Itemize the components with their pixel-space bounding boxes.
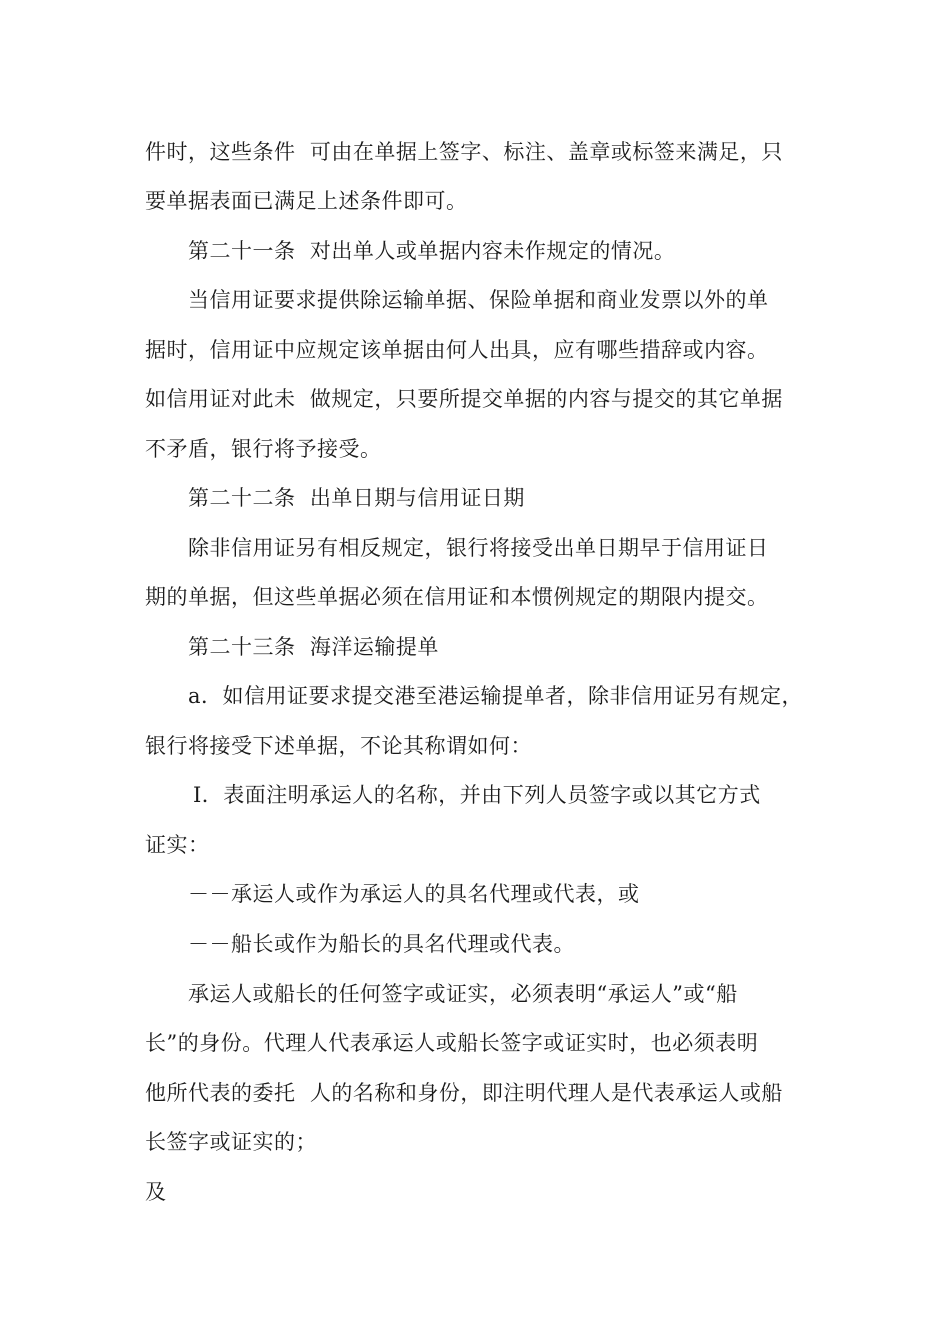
text-line: －－船长或作为船长的具名代理或代表。: [188, 932, 575, 956]
text-line: 据时，信用证中应规定该单据由何人出具，应有哪些措辞或内容。: [145, 338, 769, 362]
text-line: 当信用证要求提供除运输单据、保险单据和商业发票以外的单: [188, 288, 769, 312]
text-line: －－承运人或作为承运人的具名代理或代表，或: [188, 882, 640, 906]
article-heading: 第二十二条 出单日期与信用证日期: [188, 486, 525, 510]
text-line: 长签字或证实的；: [145, 1130, 317, 1154]
text-line: 期的单据，但这些单据必须在信用证和本惯例规定的期限内提交。: [145, 585, 769, 609]
text-line: 除非信用证另有相反规定，银行将接受出单日期早于信用证日: [188, 536, 769, 560]
article-heading: 第二十一条 对出单人或单据内容未作规定的情况。: [188, 239, 676, 263]
text-line: 件时，这些条件 可由在单据上签字、标注、盖章或标签来满足，只: [145, 140, 783, 164]
text-line: 银行将接受下述单据，不论其称谓如何：: [145, 734, 532, 758]
text-line: 承运人或船长的任何签字或证实，必须表明“承运人”或“船: [188, 982, 738, 1006]
text-line: 不矛盾，银行将予接受。: [145, 437, 382, 461]
text-line: Ⅰ．表面注明承运人的名称，并由下列人员签字或以其它方式: [193, 783, 761, 807]
text-line: 长”的身份。代理人代表承运人或船长签字或证实时，也必须表明: [145, 1031, 759, 1055]
text-line: 及: [145, 1180, 167, 1204]
text-line: 证实：: [145, 833, 210, 857]
text-line: 如信用证对此未 做规定，只要所提交单据的内容与提交的其它单据: [145, 387, 783, 411]
text-line: a．如信用证要求提交港至港运输提单者，除非信用证另有规定，: [188, 684, 804, 708]
text-line: 要单据表面已满足上述条件即可。: [145, 189, 468, 213]
article-heading: 第二十三条 海洋运输提单: [188, 635, 439, 659]
text-line: 他所代表的委托 人的名称和身份，即注明代理人是代表承运人或船: [145, 1081, 783, 1105]
